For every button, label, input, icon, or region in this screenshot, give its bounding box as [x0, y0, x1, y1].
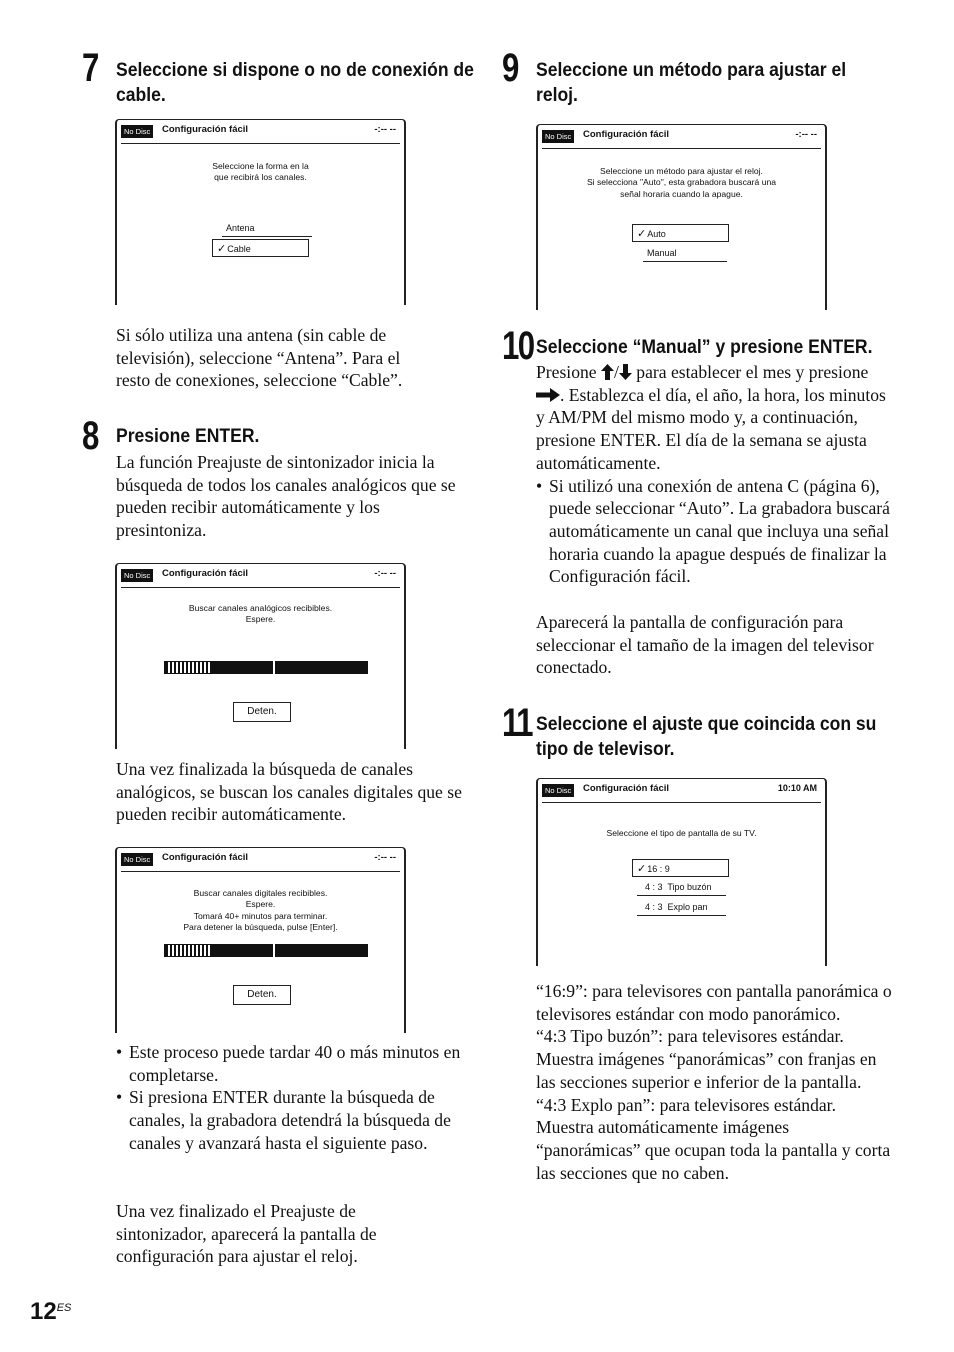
- option-cable[interactable]: ✓Cable: [212, 239, 309, 257]
- no-disc-badge: No Disc: [542, 130, 574, 143]
- step-9-title-line2: reloj.: [536, 84, 578, 106]
- tv-explo-pan-desc: “4:3 Explo pan”: para televisores estándar. Muestra automáticamente imágenes “panorámicas” que ocupan toda la pantalla y corta las secciones que no caben.: [536, 1094, 891, 1183]
- screen-digital-search: [115, 847, 406, 1033]
- screen-message: Espere.: [245, 899, 276, 910]
- step-7-title-line1: Seleccione si dispone o no de conexión de: [116, 59, 474, 81]
- stop-button[interactable]: Deten.: [233, 702, 291, 722]
- screen-message: Tomará 40+ minutos para terminar.: [193, 910, 328, 921]
- progress-bar: [164, 661, 368, 674]
- screen-time: -:-- --: [795, 129, 817, 140]
- step-7-text: Si sólo utiliza una antena (sin cable de televisión), seleccione “Antena”. Para el resto de conexiones, seleccione “Cable”.: [116, 325, 403, 391]
- step-10-text-2: Aparecerá la pantalla de configuración para seleccionar el tamaño de la imagen del televisor conectado.: [536, 612, 874, 678]
- arrow-down-icon: [619, 364, 632, 380]
- screen-message: Buscar canales digitales recibibles.: [193, 888, 328, 898]
- step-11-title: [536, 712, 876, 762]
- tv-16-9-desc: “16:9”: para televisores con pantalla panorámica o televisores estándar con modo panorámico.: [536, 981, 892, 1024]
- page-number: $12^{ES}$: [30, 1298, 72, 1325]
- step-10-text: Presione / para establecer el mes y presione . Establezca el día, el año, la hora, los minutos y AM/PM del mismo modo y, a continuación, presione ENTER. El día de la semana se ajusta automáticamente. • Si utilizó una conexión de antena C (página 6), puede seleccionar “Auto”. La grabadora buscará automáticamente un canal que incluya una señal horaria cuando la apague después de finalizar la Configuración fácil. Aparecerá la pantalla de configuración para seleccionar el tamaño de la imagen del televisor conectado.: [536, 361, 891, 679]
- step-11-number: 11: [502, 701, 532, 745]
- screen-message: señal horaria cuando la apague.: [620, 188, 743, 199]
- screen-tv-type: [536, 778, 827, 966]
- screen-message: que recibirá los canales.: [214, 172, 307, 183]
- no-disc-badge: No Disc: [121, 125, 153, 138]
- step-8-number: 8: [82, 414, 98, 458]
- screen-time: 10:10 AM: [777, 783, 817, 793]
- tv-tipo-buzon-desc: “4:3 Tipo buzón”: para televisores estándar. Muestra imágenes “panorámicas” con franjas en las secciones superior e inferior de la pantalla.: [536, 1026, 877, 1092]
- option-auto[interactable]: ✓Auto: [632, 224, 729, 242]
- step-10-number: 10: [502, 324, 534, 368]
- page-language: ES: [56, 1302, 72, 1314]
- option-16-9[interactable]: ✓16 : 9: [632, 859, 729, 877]
- option-antena[interactable]: Antena: [222, 219, 312, 237]
- step-10-title: Seleccione “Manual” y presione ENTER.: [536, 336, 873, 358]
- screen-title: Configuración fácil: [583, 129, 670, 140]
- screen-clock-method: [536, 124, 827, 310]
- stop-button[interactable]: Deten.: [233, 985, 291, 1005]
- note-item: • Si presiona ENTER durante la búsqueda de canales, la grabadora detendrá la búsqueda de canales y avanzará hasta el siguiente paso.: [116, 1086, 471, 1154]
- arrow-right-icon: [536, 388, 560, 402]
- option-4-3-tipo-buzon[interactable]: 4 : 3 Tipo buzón: [637, 878, 726, 896]
- screen-message: Para detener la búsqueda, pulse [Enter].: [183, 921, 338, 932]
- step-9-number: 9: [502, 46, 518, 90]
- progress-bar: [164, 944, 368, 957]
- screen-time: -:-- --: [374, 124, 396, 135]
- screen-message: Seleccione el tipo de pantalla de su TV.: [606, 828, 757, 838]
- no-disc-badge: No Disc: [121, 853, 153, 866]
- screen-message: Seleccione un método para ajustar el reloj.: [600, 166, 763, 176]
- screen-title: Configuración fácil: [162, 852, 249, 863]
- no-disc-badge: No Disc: [121, 569, 153, 582]
- screen-message: Si selecciona "Auto", esta grabadora buscará una: [586, 177, 777, 188]
- step-11-text: [536, 980, 896, 1184]
- arrow-up-icon: [601, 364, 614, 380]
- screen-title: Configuración fácil: [162, 568, 249, 579]
- step-8-text-2: Una vez finalizada la búsqueda de canales analógicos, se buscan los canales digitales que se pueden recibir automáticamente.: [116, 759, 462, 825]
- checkmark-icon: ✓: [637, 863, 647, 875]
- option-manual[interactable]: Manual: [643, 244, 727, 262]
- screen-message: Espere.: [245, 614, 276, 625]
- screen-time: -:-- --: [374, 568, 396, 579]
- option-4-3-explo-pan[interactable]: 4 : 3 Explo pan: [637, 898, 726, 916]
- step-11-title-line1: Seleccione el ajuste que coincida con su: [536, 713, 877, 735]
- screen-title: Configuración fácil: [583, 783, 670, 794]
- screen-analog-search: [115, 563, 406, 749]
- note-item: • Este proceso puede tardar 40 o más minutos en completarse.: [116, 1041, 471, 1086]
- checkmark-icon: ✓: [637, 228, 647, 240]
- step-8-text-3: Una vez finalizado el Preajuste de sintonizador, aparecerá la pantalla de configuración para ajustar el reloj.: [116, 1201, 377, 1267]
- screen-message: Seleccione la forma en la: [212, 161, 309, 171]
- step-8-title: Presione ENTER.: [116, 425, 260, 447]
- step-7-title: [116, 58, 474, 108]
- step-11-title-line2: tipo de televisor.: [536, 738, 675, 760]
- screen-time: -:-- --: [374, 852, 396, 863]
- step-8-text: La función Preajuste de sintonizador inicia la búsqueda de todos los canales analógicos que se pueden recibir automáticamente y los presintoniza.: [116, 452, 456, 541]
- checkmark-icon: ✓: [217, 243, 227, 255]
- note-item: • Si utilizó una conexión de antena C (página 6), puede seleccionar “Auto”. La grabadora buscará automáticamente un canal que incluya una señal horaria cuando la apague después de finalizar la Configuración fácil.: [536, 475, 891, 589]
- no-disc-badge: No Disc: [542, 784, 574, 797]
- step-7-title-line2: cable.: [116, 84, 166, 106]
- screen-title: Configuración fácil: [162, 124, 249, 135]
- step-9-title: [536, 58, 846, 108]
- step-7-number: 7: [82, 46, 98, 90]
- screen-cable: [115, 119, 406, 305]
- step-8-notes: [116, 1041, 471, 1155]
- step-9-title-line1: Seleccione un método para ajustar el: [536, 59, 847, 81]
- screen-message: Buscar canales analógicos recibibles.: [188, 603, 333, 613]
